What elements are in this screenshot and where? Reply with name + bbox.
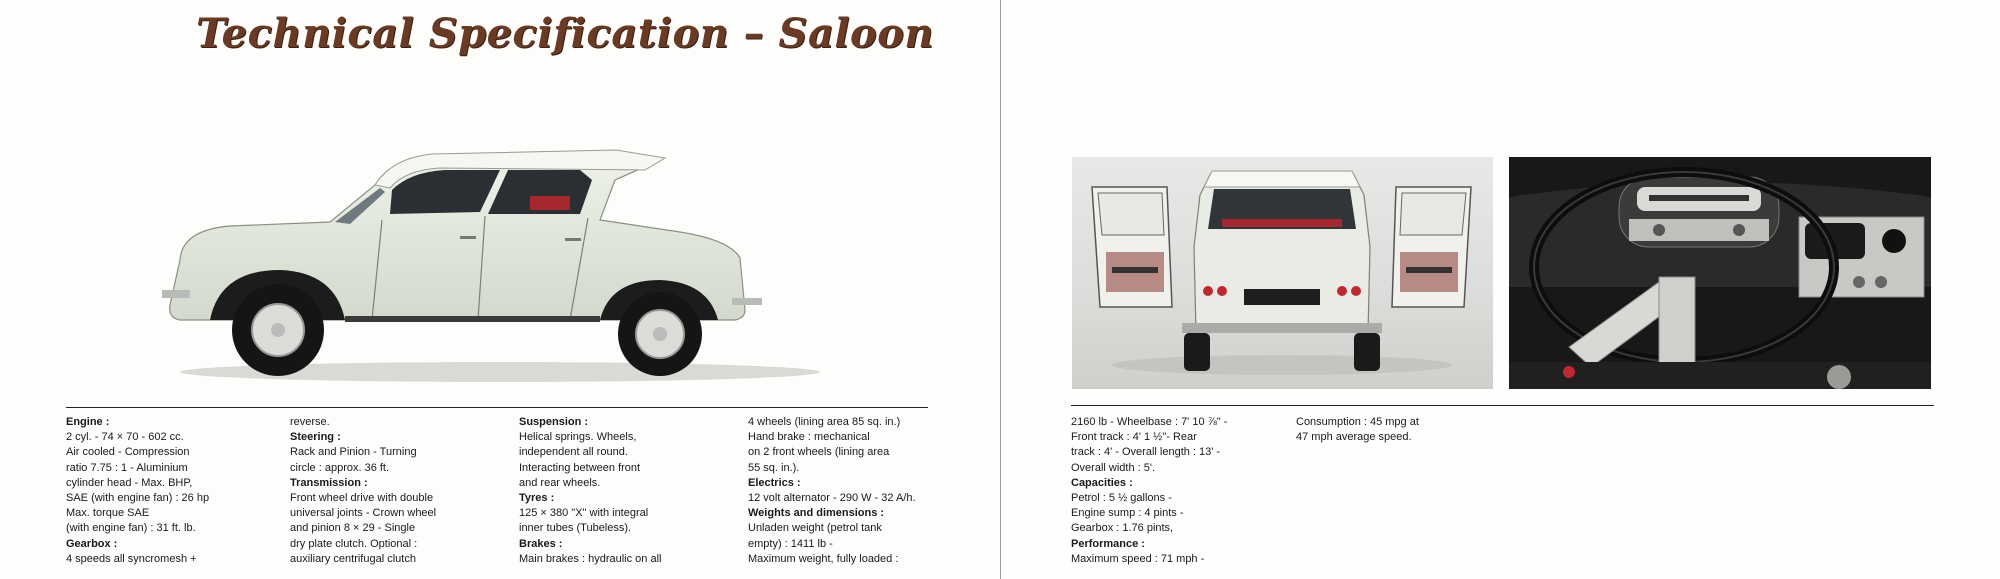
divider-rule-right [1071,405,1934,406]
spec-column-1 [66,415,209,567]
car-rear-image [1072,157,1493,389]
spec-line: Hand brake : mechanical [748,431,870,444]
spec-line: cylinder head - Max. BHP, [66,476,193,489]
spec-heading: Brakes : [519,537,563,550]
right-page [1001,0,2000,579]
spec-line: auxiliary centrifugal clutch [290,552,416,565]
spec-line: Consumption : 45 mpg at [1296,416,1419,428]
spec-line: Engine sump : 4 pints - [1071,507,1184,520]
spec-column-4 [748,415,916,567]
spec-heading: Weights and dimensions : [748,507,885,520]
spec-column-6 [1296,415,1419,445]
spec-line: circle : approx. 36 ft. [290,461,390,474]
spec-line: SAE (with engine fan) : 26 hp [66,492,210,505]
spec-line: Maximum weight, fully loaded : [748,552,899,565]
spec-line: dry plate clutch. Optional : [290,537,418,550]
spec-line: Unladen weight (petrol tank [748,522,882,535]
spec-column-3 [519,415,661,567]
spec-line: Main brakes : hydraulic on all [519,552,662,565]
spec-line: universal joints - Crown wheel [290,507,437,520]
spec-column-5 [1071,415,1227,567]
spec-line: 4 wheels (lining area 85 sq. in.) [748,416,901,428]
spec-line: Interacting between front [519,461,641,474]
spec-line: inner tubes (Tubeless). [519,522,632,535]
spec-line: (with engine fan) : 31 ft. lb. [66,522,196,535]
car-rear-photo [1072,157,1493,389]
spec-line: 55 sq. in.). [748,461,800,474]
page-title: Technical Specification – Saloon [196,10,934,57]
spec-line: Overall width : 5'. [1071,461,1156,474]
car-side-view-image [160,140,850,400]
spec-line: independent all round. [519,446,628,459]
spec-line: track : 4' - Overall length : 13' - [1071,446,1221,459]
spec-line: 47 mph average speed. [1296,431,1412,444]
spec-line: Front track : 4' 1 ½"- Rear [1071,431,1197,444]
spec-line: empty) : 1411 lb - [748,537,833,550]
spec-line: Petrol : 5 ½ gallons - [1071,492,1172,505]
spec-line: reverse. [290,416,330,428]
spec-line: Air cooled - Compression [66,446,190,459]
spec-heading: Engine : [66,416,110,428]
spec-line: and rear wheels. [519,476,601,489]
spec-line: Front wheel drive with double [290,492,434,505]
divider-rule [66,407,928,408]
spec-line: 12 volt alternator - 290 W - 32 A/h. [748,492,916,505]
spec-line: 125 × 380 "X" with integral [519,507,649,520]
spec-column-2 [290,415,436,567]
spec-line: 2 cyl. - 74 × 70 - 602 cc. [66,431,184,444]
spec-line: 2160 lb - Wheelbase : 7' 10 ⅞" - [1071,416,1228,428]
spec-heading: Suspension : [519,416,589,428]
spec-heading: Tyres : [519,492,555,505]
spec-line: Max. torque SAE [66,507,150,520]
spec-line: and pinion 8 × 29 - Single [290,522,416,535]
dashboard-photo [1509,157,1931,389]
spec-line: ratio 7.75 : 1 - Aluminium [66,461,188,474]
spec-line: Helical springs. Wheels, [519,431,637,444]
spec-heading: Steering : [290,431,341,444]
dashboard-image [1509,157,1931,389]
spec-line: Maximum speed : 71 mph - [1071,552,1205,565]
spec-line: Rack and Pinion - Turning [290,446,417,459]
spec-heading: Capacities : [1071,476,1133,489]
spec-heading: Gearbox : [66,537,118,550]
spec-line: on 2 front wheels (lining area [748,446,890,459]
spec-line: 4 speeds all syncromesh + [66,552,197,565]
spec-heading: Electrics : [748,476,801,489]
spec-heading: Transmission : [290,476,368,489]
spec-line: Gearbox : 1.76 pints, [1071,522,1174,535]
spec-heading: Performance : [1071,537,1145,550]
